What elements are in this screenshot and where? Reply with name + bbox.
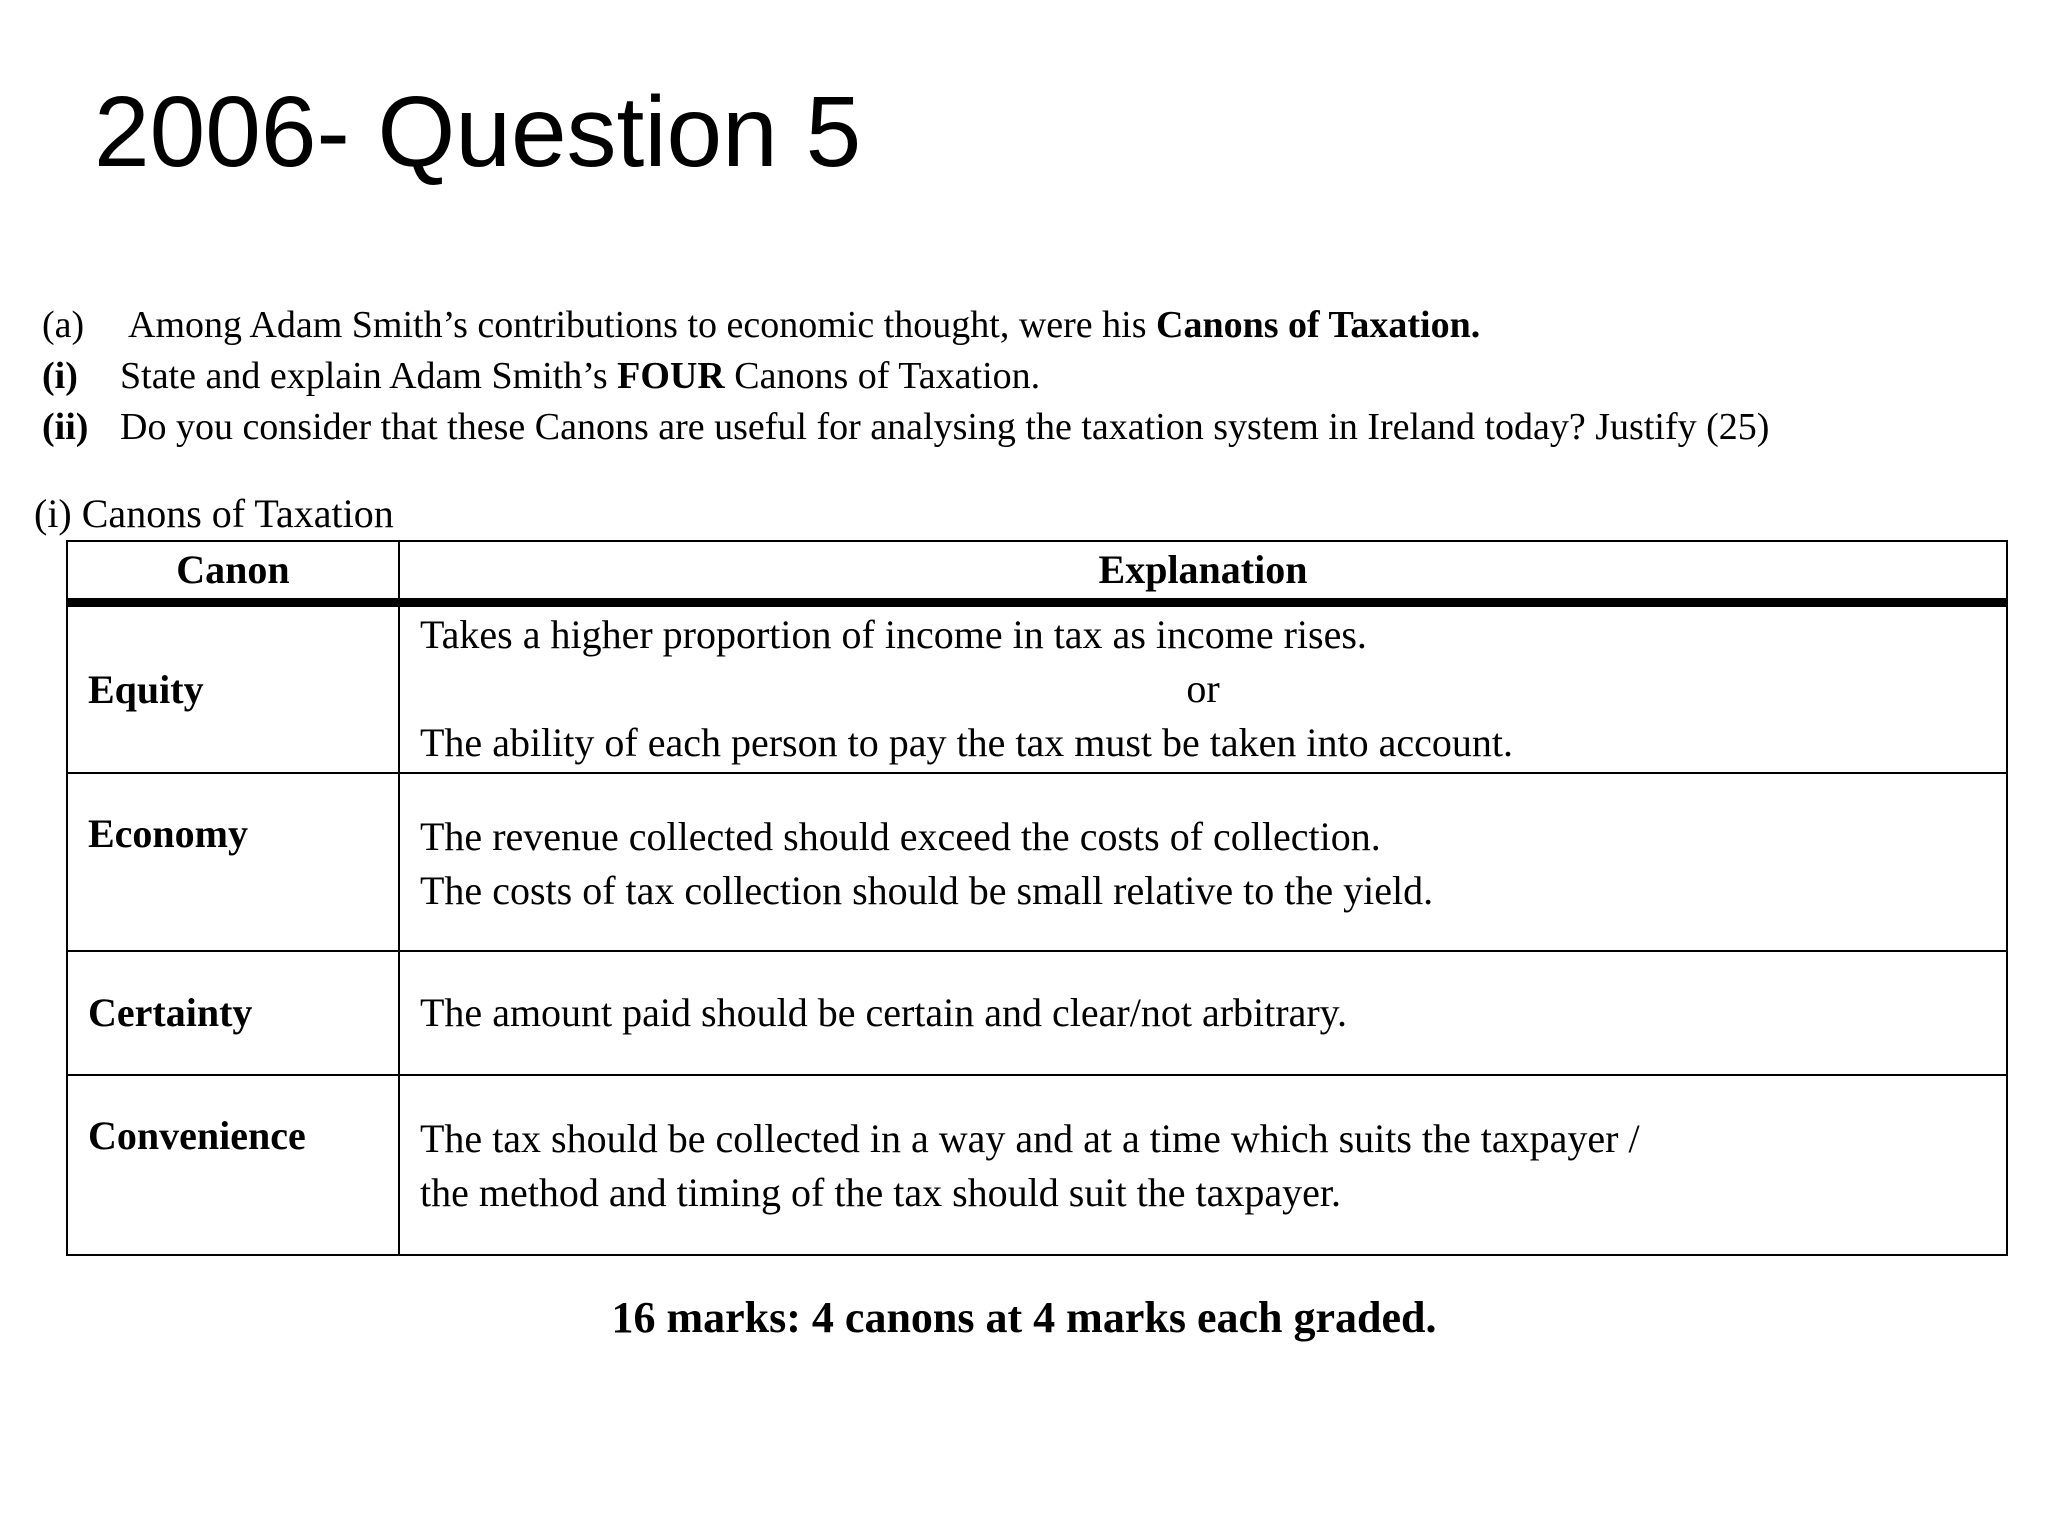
- question-ii-number: (ii): [42, 406, 89, 448]
- table-row: [67, 603, 2007, 773]
- explanation-economy: [399, 773, 2007, 951]
- explanation-equity: [399, 603, 2007, 773]
- question-a-text-bold: Canons of Taxation.: [1156, 304, 1481, 346]
- question-a-text-plain: Among Adam Smith’s contributions to economic thought, were his: [128, 304, 1157, 346]
- canon-certainty: Certainty: [67, 951, 399, 1075]
- question-block: [42, 300, 1769, 453]
- header-canon: Canon: [67, 541, 399, 603]
- canon-convenience: Convenience: [67, 1075, 399, 1255]
- question-i-number: (i): [42, 355, 78, 397]
- header-explanation: Explanation: [399, 541, 2007, 603]
- question-i-text-after: Canons of Taxation.: [724, 355, 1041, 397]
- question-ii-text: Do you consider that these Canons are useful for analysing the taxation system in Ireland today? Justify (25): [120, 406, 1770, 448]
- explanation-certainty: [399, 951, 2007, 1075]
- question-ii: [42, 402, 1769, 453]
- canon-equity: Equity: [67, 603, 399, 773]
- question-i-text-plain: State and explain Adam Smith’s: [120, 355, 618, 397]
- marks-note: 16 marks: 4 canons at 4 marks each graded.: [611, 1293, 1437, 1342]
- question-i-text: [120, 351, 1040, 402]
- explanation-line: The revenue collected should exceed the costs of collection.: [420, 813, 1381, 859]
- question-a-text: [128, 300, 1480, 351]
- question-i: [42, 351, 1769, 402]
- explanation-line: Takes a higher proportion of income in tax as income rises.: [420, 612, 1367, 658]
- question-a: [42, 300, 1769, 351]
- explanation-convenience: [399, 1075, 2007, 1255]
- question-i-text-bold: FOUR: [617, 355, 725, 397]
- canons-table: [66, 540, 2008, 1256]
- canon-economy: Economy: [67, 773, 399, 951]
- explanation-line: or: [1186, 666, 1220, 712]
- table-row: [67, 1075, 2007, 1255]
- question-a-number: (a): [42, 304, 85, 346]
- explanation-line: the method and timing of the tax should suit the taxpayer.: [420, 1169, 1341, 1215]
- table-row: [67, 951, 2007, 1075]
- explanation-line: The tax should be collected in a way and at a time which suits the taxpayer /: [420, 1115, 1640, 1161]
- table-caption: (i) Canons of Taxation: [34, 491, 394, 536]
- explanation-line: The amount paid should be certain and clear/not arbitrary.: [420, 989, 1348, 1035]
- table-header-row: [67, 541, 2007, 603]
- slide-title: 2006- Question 5: [94, 76, 862, 188]
- explanation-line: The costs of tax collection should be small relative to the yield.: [420, 867, 1434, 913]
- table-row: [67, 773, 2007, 951]
- explanation-line: The ability of each person to pay the tax must be taken into account.: [420, 720, 1513, 766]
